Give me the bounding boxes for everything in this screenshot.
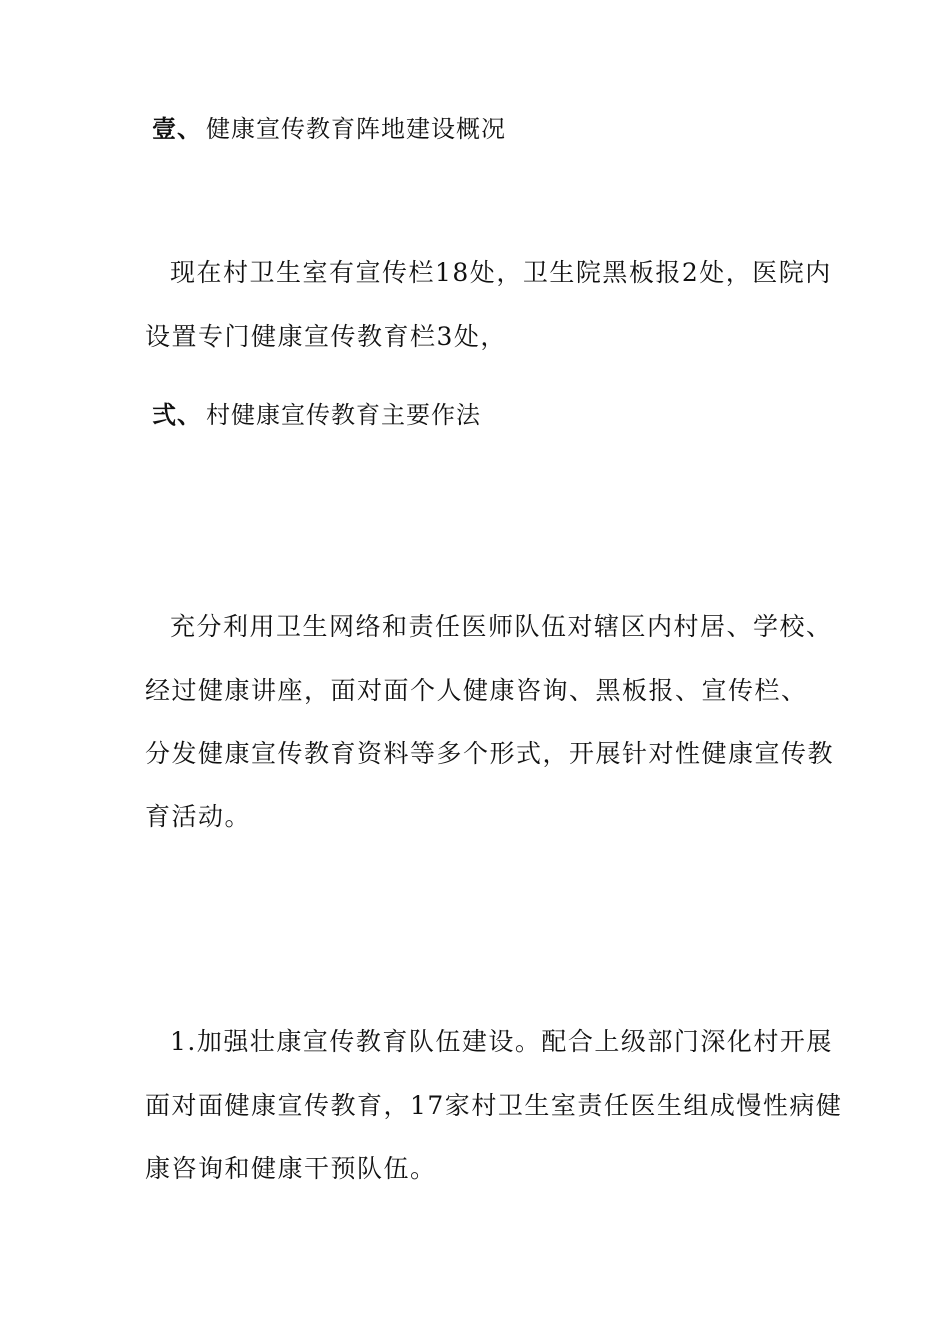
- paragraph-line: 分发健康宣传教育资料等多个形式，开展针对性健康宣传教: [145, 739, 835, 768]
- paragraph-line: 1.加强壮康宣传教育队伍建设。配合上级部门深化村开展: [170, 1027, 833, 1056]
- section-heading-2: [152, 398, 481, 432]
- paragraph-line: 康咨询和健康干预队伍。: [145, 1154, 437, 1183]
- paragraph-line: 现在村卫生室有宣传栏18处，卫生院黑板报2处，医院内: [170, 258, 832, 287]
- heading-number: 壹、: [152, 115, 202, 143]
- heading-text: 健康宣传教育阵地建设概况: [206, 115, 506, 143]
- heading-number: 弍、: [152, 401, 202, 429]
- paragraph-line: 面对面健康宣传教育，17家村卫生室责任医生组成慢性病健: [145, 1091, 843, 1120]
- paragraph-line: 设置专门健康宣传教育栏3处，: [145, 322, 507, 351]
- heading-text: 村健康宣传教育主要作法: [206, 401, 481, 429]
- paragraph-line: 育活动。: [145, 802, 252, 831]
- paragraph-line: 经过健康讲座，面对面个人健康咨询、黑板报、宣传栏、: [145, 676, 808, 705]
- section-heading-1: [152, 112, 506, 146]
- paragraph-line: 充分利用卫生网络和责任医师队伍对辖区内村居、学校、: [170, 612, 833, 641]
